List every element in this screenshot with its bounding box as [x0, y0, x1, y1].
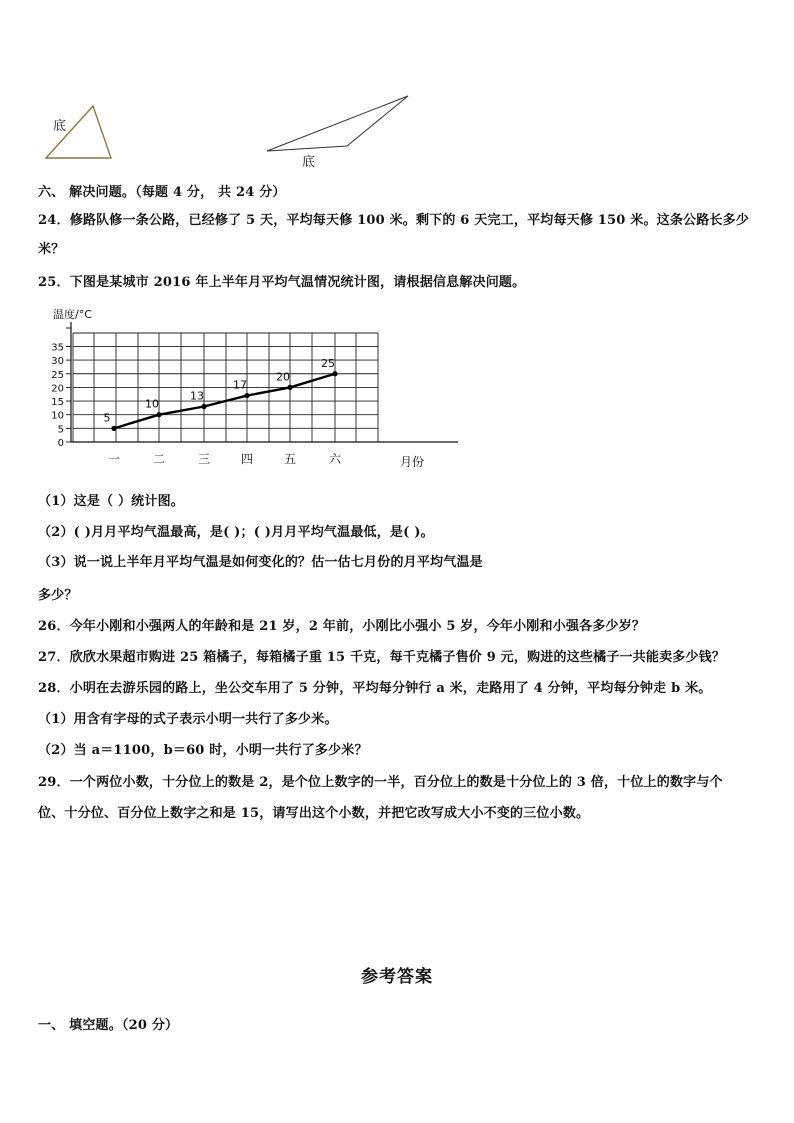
- x-tick-label: 六: [328, 452, 342, 466]
- q29-line2: 位、十分位、百分位上数字之和是 15，请写出这个小数，并把它改写成大小不变的三位小数。: [38, 806, 590, 821]
- data-label: 17: [233, 378, 247, 392]
- q25-sub2: （2）( )月月平均气温最高，是( )；( )月月平均气温最低，是( )。: [38, 525, 434, 540]
- x-tick-label: 三: [197, 452, 211, 466]
- q25-text: 25．下图是某城市 2016 年上半年月平均气温情况统计图，请根据信息解决问题。: [38, 275, 526, 290]
- y-tick-label: 15: [51, 397, 64, 409]
- y-tick-label: 25: [51, 369, 64, 381]
- data-label: 13: [190, 389, 204, 403]
- y-tick-label: 35: [51, 342, 64, 354]
- x-tick-label: 二: [152, 452, 166, 466]
- data-point: [156, 412, 161, 417]
- y-tick-label: 10: [51, 410, 64, 422]
- data-label: 20: [276, 370, 290, 384]
- y-tick-label: 30: [51, 356, 64, 368]
- x-tick-label: 五: [283, 452, 297, 466]
- answers-section1: 一、 填空题。（20 分）: [38, 1018, 179, 1033]
- data-label: 25: [321, 356, 335, 370]
- answers-title: 参考答案: [361, 967, 433, 987]
- q24-line1: 24．修路队修一条公路，已经修了 5 天，平均每天修 100 米。剩下的 6 天完工，平均每天修 150 米。这条公路长多少: [38, 213, 750, 228]
- temperature-line-chart: [0, 0, 794, 480]
- section6-heading: 六、 解决问题。（每题 4 分， 共 24 分）: [38, 185, 286, 200]
- q27-text: 27．欣欣水果超市购进 25 箱橘子，每箱橘子重 15 千克，每千克橘子售价 9 元，购进的这些橘子一共能卖多少钱？: [38, 650, 726, 665]
- q26-text: 26．今年小刚和小强两人的年龄和是 21 岁，2 年前，小刚比小强小 5 岁，今年小刚和小强各多少岁？: [38, 619, 646, 634]
- data-label: 10: [145, 397, 159, 411]
- q28-text: 28．小明在去游乐园的路上，坐公交车用了 5 分钟，平均每分钟行 a 米，走路用了 4 分钟，平均每分钟走 b 米。: [38, 681, 712, 696]
- data-label: 5: [103, 411, 111, 425]
- data-point: [332, 371, 337, 376]
- q29-line1: 29．一个两位小数，十分位上的数是 2，是个位上数字的一半，百分位上的数是十分位上的 3 倍，十位上的数字与个: [38, 775, 723, 790]
- x-tick-label: 四: [240, 452, 254, 466]
- y-tick-label: 5: [57, 424, 64, 436]
- q25-sub3-line2: 多少？: [38, 588, 78, 603]
- q28-sub1: （1）用含有字母的式子表示小明一共行了多少米。: [38, 712, 338, 727]
- data-point: [244, 393, 249, 398]
- q25-sub3-line1: （3）说一说上半年月平均气温是如何变化的？估一估七月份的月平均气温是: [38, 555, 483, 570]
- q28-sub2: （2）当 a＝1100，b＝60 时，小明一共行了多少米？: [38, 743, 368, 758]
- y-tick-label: 20: [51, 383, 64, 395]
- q24-line2: 米？: [38, 242, 65, 257]
- y-axis-label: 温度/°C: [53, 308, 92, 321]
- data-point: [201, 404, 206, 409]
- q25-sub1: （1）这是（ ）统计图。: [38, 494, 184, 509]
- right-triangle-base-label: 底: [302, 155, 316, 170]
- left-triangle-base-label: 底: [53, 119, 67, 134]
- y-tick-label: 0: [57, 438, 64, 449]
- data-point: [111, 426, 116, 431]
- data-point: [287, 385, 292, 390]
- x-axis-label: 月份: [400, 455, 425, 469]
- x-tick-label: 一: [107, 452, 121, 466]
